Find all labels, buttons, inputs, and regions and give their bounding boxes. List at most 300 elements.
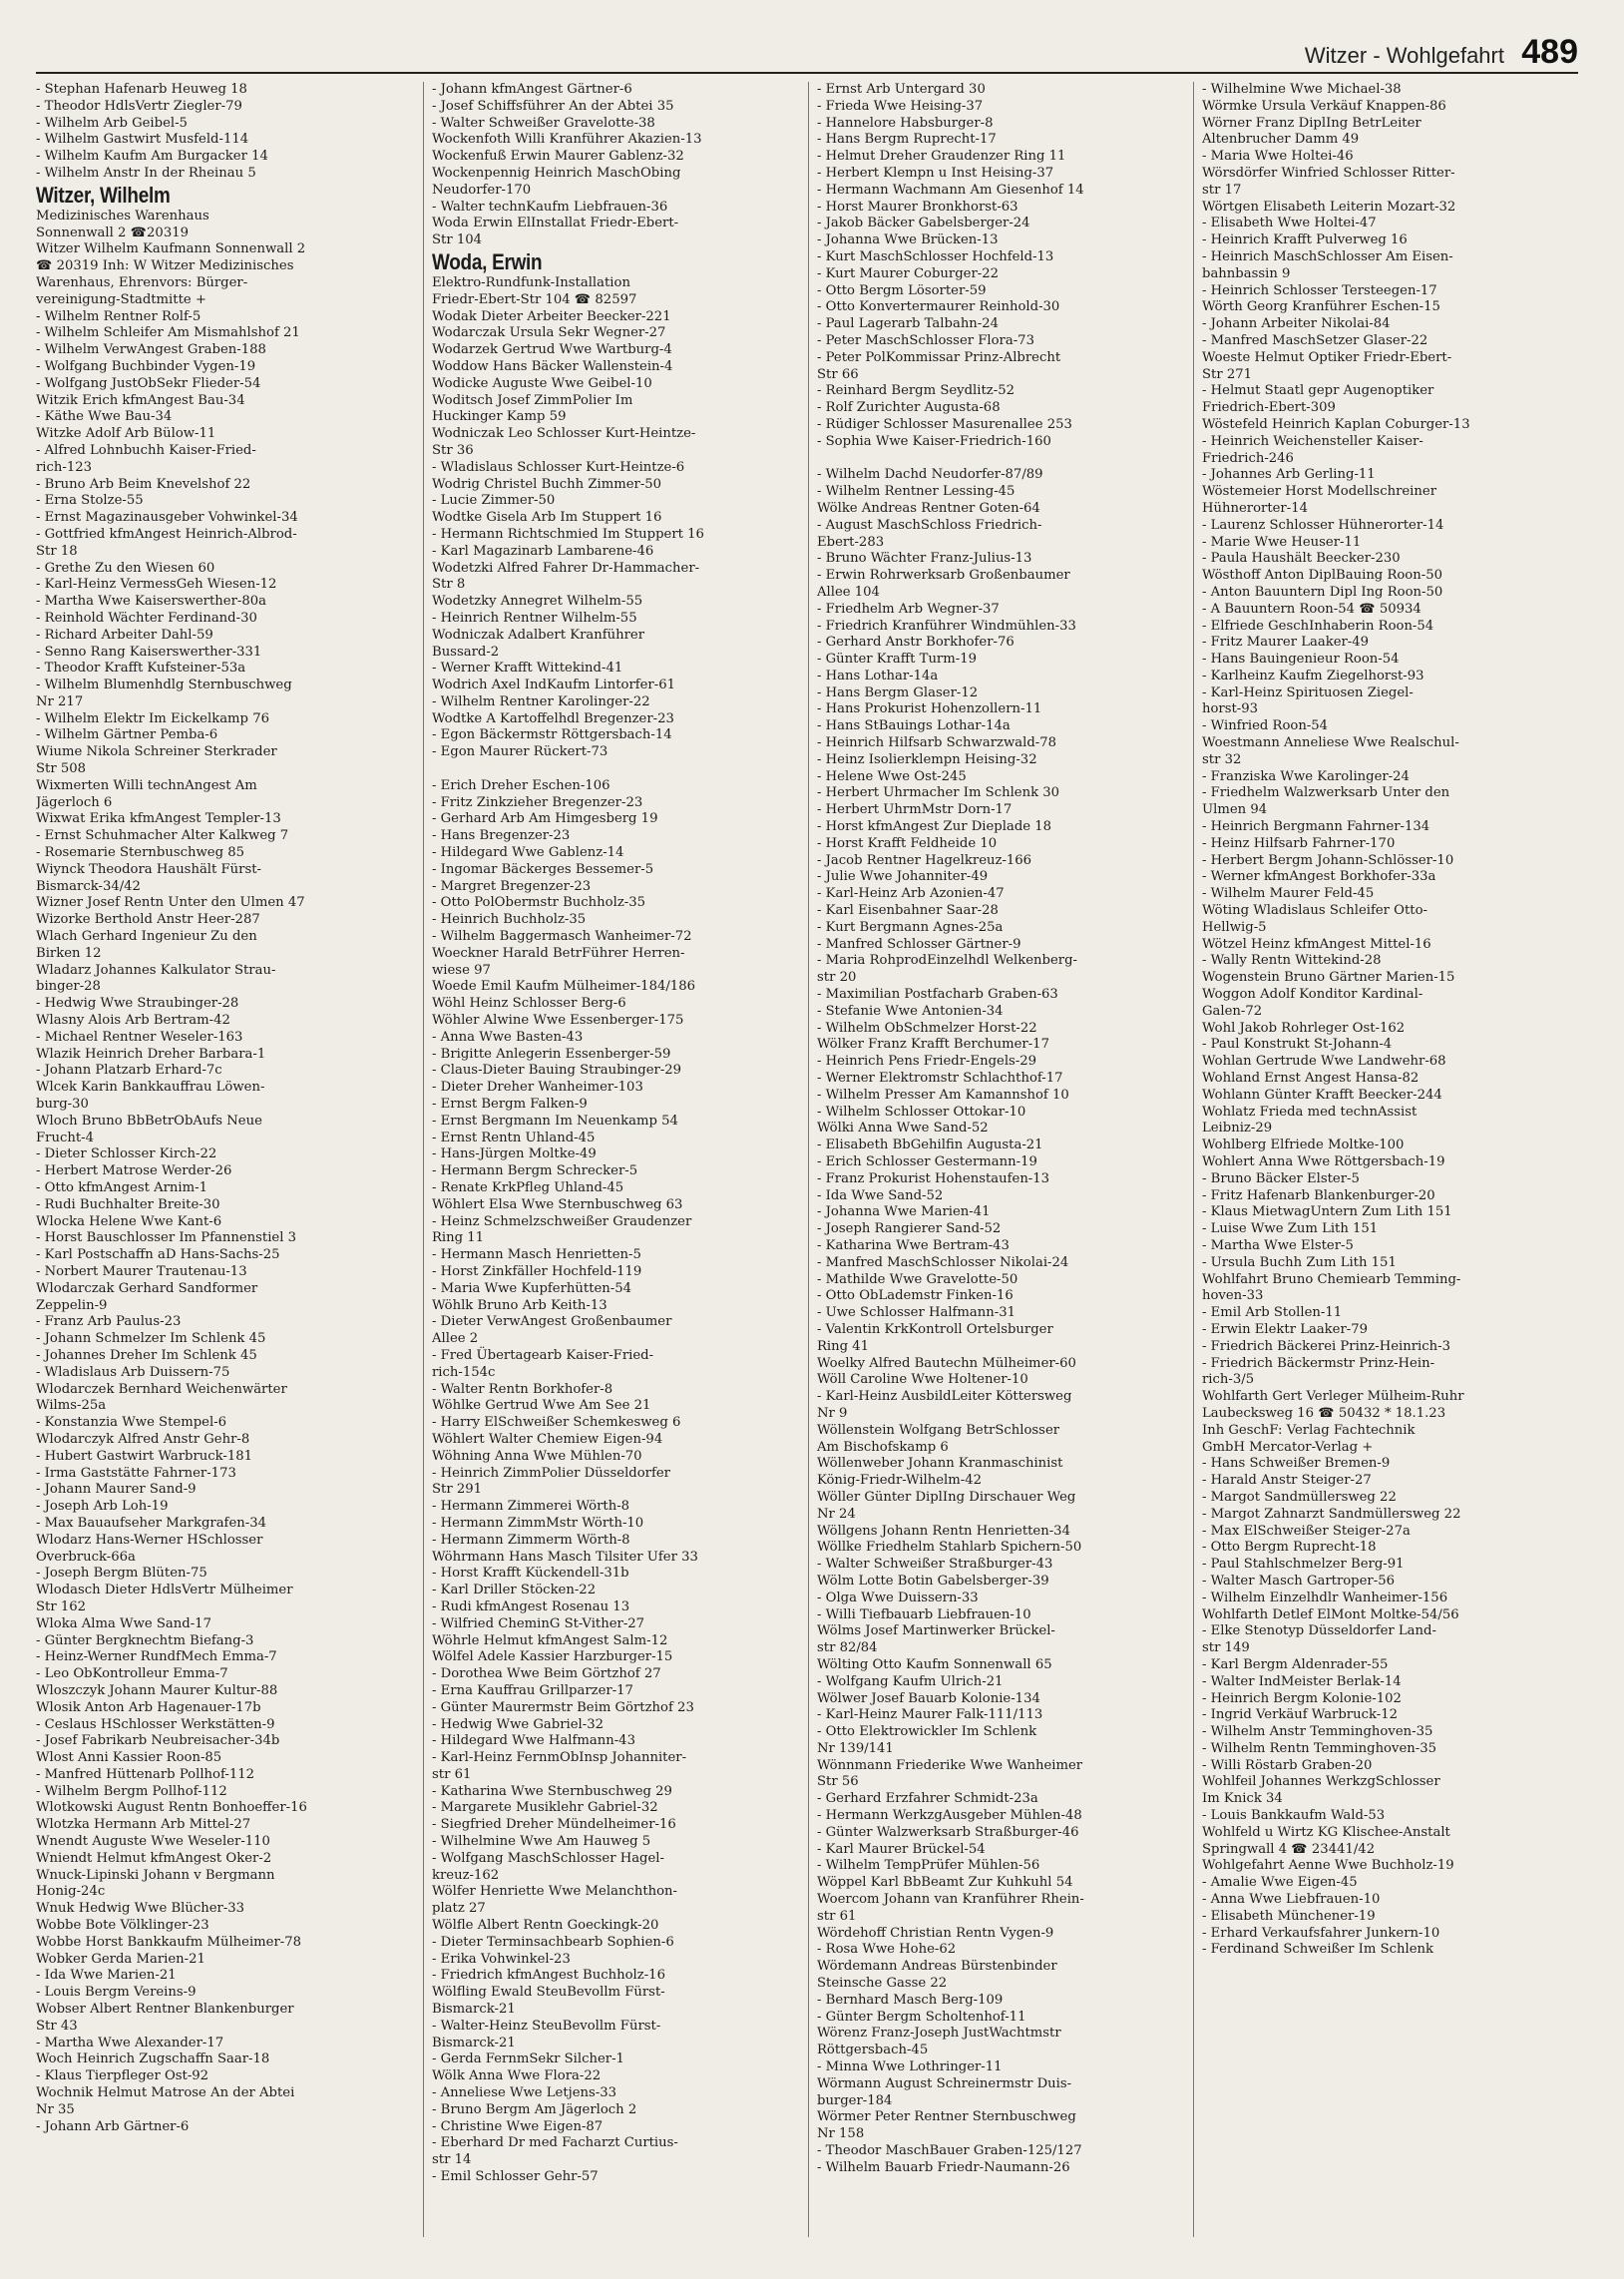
directory-entry: - Otto Konvertermaurer Reinhold-30 [817,299,1060,315]
directory-entry: - Wilhelm Anstr Temminghoven-35 [1202,1724,1433,1740]
directory-entry: Witzik Erich kfmAngest Bau-34 [36,392,245,408]
directory-entry: Wördemann Andreas Bürstenbinder [817,1959,1057,1975]
directory-entry: Wlodarczek Bernhard Weichenwärter [36,1381,287,1397]
directory-entry: - Friedrich Kranführer Windmühlen-33 [817,618,1076,634]
directory-entry: - Dorothea Wwe Beim Görtzhof 27 [432,1666,661,1682]
directory-entry: Wölfel Adele Kassier Harzburger-15 [432,1649,673,1665]
directory-entry: - Herbert UhrmMstr Dorn-17 [817,802,1013,818]
directory-entry: - Paul Konstrukt St-Johann-4 [1202,1037,1393,1053]
directory-entry: Wörenz Franz-Joseph JustWachtmstr [817,2026,1061,2042]
directory-entry: Str 508 [36,761,87,777]
directory-entry: Wohlfeld u Wirtz KG Klischee-Anstalt [1202,1824,1450,1840]
directory-entry: - Elisabeth Wwe Holtei-47 [1202,216,1377,231]
directory-entry: Wölk Anna Wwe Flora-22 [432,2068,602,2084]
directory-entry: - Stephan Hafenarb Heuweg 18 [36,82,247,97]
directory-entry: Woercom Johann van Kranführer Rhein- [817,1892,1084,1908]
directory-entry: Wlosik Anton Arb Hagenauer-17b [36,1699,261,1715]
directory-entry: - Heinz Isolierklempn Heising-32 [817,751,1037,767]
directory-entry: - Karl Postschaffn aD Hans-Sachs-25 [36,1247,280,1263]
directory-entry: Wlotzka Hermann Arb Mittel-27 [36,1817,251,1833]
directory-entry: Wohlfeil Johannes WerkzgSchlosser [1202,1774,1440,1790]
directory-entry: Wochnik Helmut Matrose An der Abtei [36,2085,295,2101]
directory-entry: - Otto Bergm Lösorter-59 [817,282,987,298]
directory-entry: Woddow Hans Bäcker Wallenstein-4 [432,358,673,374]
directory-entry: - Heinrich Weichensteller Kaiser- [1202,433,1423,449]
directory-entry: - Otto Elektrowickler Im Schlenk [817,1724,1037,1740]
directory-entry: - Wilhelm Dachd Neudorfer-87/89 [817,467,1043,483]
directory-entry: Wöstefeld Heinrich Kaplan Coburger-13 [1202,416,1470,432]
directory-entry: - August MaschSchloss Friedrich- [817,517,1042,533]
directory-entry: - Wilhelmine Wwe Am Hauweg 5 [432,1834,651,1850]
directory-entry: Elektro-Rundfunk-Installation [432,274,630,290]
directory-entry: Am Bischofskamp 6 [817,1439,949,1455]
directory-entry: - Hans Schweißer Bremen-9 [1202,1456,1391,1472]
directory-entry: Ulmen 94 [1202,802,1268,818]
directory-entry: - Martha Wwe Elster-5 [1202,1237,1354,1253]
directory-entry: Wörmke Ursula Verkäuf Knappen-86 [1202,98,1446,114]
directory-entry: - Manfred Schlosser Gärtner-9 [817,936,1021,952]
directory-entry: - Karl-Heinz VermessGeh Wiesen-12 [36,577,277,593]
directory-entry: - Heinrich Buchholz-35 [432,912,587,928]
directory-entry: Witzer Wilhelm Kaufmann Sonnenwall 2 [36,241,306,257]
directory-entry: burg-30 [36,1097,89,1113]
business-heading: Witzer, Wilhelm [36,182,171,208]
directory-entry [432,761,793,778]
directory-entry: str 82/84 [817,1640,878,1656]
directory-entry: Wlasny Alois Arb Bertram-42 [36,1013,230,1029]
directory-entry: wiese 97 [432,962,491,978]
directory-entry: - Fritz Zinkzieher Bregenzer-23 [432,794,643,810]
directory-entry: Ring 41 [817,1338,870,1354]
directory-entry: - Karl Bergm Aldenrader-55 [1202,1656,1389,1672]
directory-entry: Wiynck Theodora Haushält Fürst- [36,861,261,877]
directory-entry: Wogenstein Bruno Gärtner Marien-15 [1202,970,1455,986]
directory-entry: - Heinz Hilfsarb Fahrner-170 [1202,835,1396,851]
directory-entry: - Brigitte Anlegerin Essenberger-59 [432,1046,671,1062]
directory-entry: Wöhlert Elsa Wwe Sternbuschweg 63 [432,1196,683,1212]
directory-entry: Wohlatz Frieda med technAssist [1202,1104,1418,1120]
directory-entry: Wlocka Helene Wwe Kant-6 [36,1213,222,1229]
directory-entry: - Wilhelm Arb Geibel-5 [36,115,188,131]
directory-entry: - Erhard Verkaufsfahrer Junkern-10 [1202,1925,1440,1941]
directory-entry: - Eberhard Dr med Facharzt Curtius- [432,2135,678,2151]
directory-entry: - Bruno Wächter Franz-Julius-13 [817,551,1032,567]
column-4 [1193,82,1579,2237]
directory-entry: - Johann Platzarb Erhard-7c [36,1063,222,1079]
directory-entry: - Winfried Roon-54 [1202,718,1329,734]
directory-entry: - Franz Prokurist Hohenstaufen-13 [817,1170,1050,1186]
directory-entry: König-Friedr-Wilhelm-42 [817,1473,983,1489]
directory-entry: - Walter Schweißer Straßburger-43 [817,1557,1053,1573]
directory-entry: Wlodarz Hans-Werner HSchlosser [36,1532,263,1548]
directory-entry: - Mathilde Wwe Gravelotte-50 [817,1271,1018,1287]
directory-entry: - Margot Sandmüllersweg 22 [1202,1489,1397,1505]
directory-entry: - Ursula Buchh Zum Lith 151 [1202,1254,1397,1270]
directory-entry: - Hermann Wachmann Am Giesenhof 14 [817,182,1084,198]
directory-entry: Nr 158 [817,2126,865,2142]
directory-entry: Str 8 [432,577,466,593]
directory-entry: str 61 [432,1766,472,1782]
directory-entry: Wilms-25a [36,1398,107,1414]
directory-entry: Wölfer Henriette Wwe Melanchthon- [432,1884,677,1900]
directory-entry: - Walter Schweißer Gravelotte-38 [432,115,655,131]
directory-entry: Woede Emil Kaufm Mülheimer-184/186 [432,979,695,995]
directory-entry: Str 56 [817,1774,859,1790]
directory-entry: - Richard Arbeiter Dahl-59 [36,627,213,643]
directory-entry: - Heinrich Rentner Wilhelm-55 [432,610,637,626]
directory-entry: - Walter IndMeister Berlak-14 [1202,1673,1402,1689]
directory-entry: Wöstemeier Horst Modellschreiner [1202,484,1436,500]
directory-entry: Wodrich Axel IndKaufm Lintorfer-61 [432,678,675,693]
directory-entry: Wörmer Peter Rentner Sternbuschweg [817,2109,1076,2125]
directory-entry: Wodak Dieter Arbeiter Beecker-221 [432,308,671,324]
directory-entry: Wohlann Günter Krafft Beecker-244 [1202,1087,1442,1103]
directory-entry: - Hermann Bergm Schrecker-5 [432,1163,638,1179]
directory-entry: hoven-33 [1202,1288,1264,1304]
directory-entry: - Hans Bergm Glaser-12 [817,684,979,700]
directory-entry: - Hans-Jürgen Moltke-49 [432,1146,597,1162]
directory-entry: - Wilhelm Bauarb Friedr-Naumann-26 [817,2159,1070,2175]
directory-entry: Wöhlk Bruno Arb Keith-13 [432,1297,608,1313]
directory-entry: Wölfling Ewald SteuBevollm Fürst- [432,1985,665,2001]
directory-entry: - Johanna Wwe Marien-41 [817,1204,991,1220]
directory-entry: bahnbassin 9 [1202,265,1291,281]
directory-entry: - Hermann WerkzgAusgeber Mühlen-48 [817,1808,1082,1824]
directory-entry: - Theodor Krafft Kufsteiner-53a [36,661,246,677]
directory-entry: Wobbe Bote Völklinger-23 [36,1918,209,1934]
directory-entry: Wöller Günter DiplIng Dirschauer Weg [817,1489,1076,1505]
directory-entry: - Theodor MaschBauer Graben-125/127 [817,2143,1082,2159]
directory-entry: - Egon Bäckermstr Röttgersbach-14 [432,727,672,743]
directory-entry: - Anna Wwe Basten-43 [432,1029,584,1045]
directory-entry: Wörth Georg Kranführer Eschen-15 [1202,299,1440,315]
directory-entry: - Erna Kauffrau Grillparzer-17 [432,1682,633,1698]
directory-entry: - Gerda FernmSekr Silcher-1 [432,2051,624,2067]
directory-entry: Wöhning Anna Wwe Mühlen-70 [432,1448,642,1464]
directory-entry: Wöhrmann Hans Masch Tilsiter Ufer 33 [432,1549,698,1565]
directory-entry: - Helene Wwe Ost-245 [817,768,967,784]
directory-entry: Str 66 [817,366,859,382]
directory-entry: Wohlfarth Gert Verleger Mülheim-Ruhr [1202,1389,1464,1405]
directory-entry: Wohlgefahrt Aenne Wwe Buchholz-19 [1202,1858,1454,1874]
directory-entry: - Bruno Arb Beim Knevelshof 22 [36,476,251,492]
directory-entry: - Wilhelm Rentner Rolf-5 [36,308,202,324]
directory-entry: - Heinrich Hilfsarb Schwarzwald-78 [817,735,1057,751]
directory-entry: Friedrich-246 [1202,450,1294,466]
directory-entry: Birken 12 [36,945,102,961]
directory-entry: - Louis Bankkaufm Wald-53 [1202,1808,1386,1824]
directory-entry: - Günter Bergm Scholtenhof-11 [817,2009,1026,2025]
directory-entry: - Johannes Dreher Im Schlenk 45 [36,1347,257,1363]
directory-entry: - Karl-Heinz FernmObInsp Johanniter- [432,1750,687,1766]
directory-entry: Wöllke Friedhelm Stahlarb Spichern-50 [817,1540,1082,1556]
directory-entry: - Gerhard Arb Am Himgesberg 19 [432,811,658,827]
directory-entry: Wölting Otto Kaufm Sonnenwall 65 [817,1656,1052,1672]
directory-entry: Woggon Adolf Konditor Kardinal- [1202,987,1423,1003]
directory-entry: - Wilhelm Gastwirt Musfeld-114 [36,132,249,148]
directory-entry: Springwall 4 ☎ 23441/42 [1202,1841,1376,1857]
directory-entry: Altenbrucher Damm 49 [1202,132,1360,148]
directory-entry: Wodarzek Gertrud Wwe Wartburg-4 [432,342,672,358]
directory-entry: Nr 217 [36,693,84,709]
directory-entry: - Otto ObLademstr Finken-16 [817,1288,1014,1304]
directory-entry: str 149 [1202,1640,1250,1656]
directory-entry: Wohland Ernst Angest Hansa-82 [1202,1071,1420,1087]
directory-entry: - Hedwig Wwe Straubinger-28 [36,996,239,1012]
directory-entry: - Johann kfmAngest Gärtner-6 [432,82,632,97]
directory-entry: - Laurenz Schlosser Hühnerorter-14 [1202,517,1444,533]
directory-entry: - Franz Arb Paulus-23 [36,1314,182,1330]
directory-entry: kreuz-162 [432,1867,500,1883]
directory-entry: - Norbert Maurer Trautenau-13 [36,1263,247,1279]
directory-entry: burger-184 [817,2092,893,2108]
directory-entry: Bismarck-21 [432,2002,516,2018]
directory-entry: Wodtke Gisela Arb Im Stuppert 16 [432,510,662,526]
directory-entry: - Horst Krafft Feldheide 10 [817,835,998,851]
directory-entry: Wloka Alma Wwe Sand-17 [36,1615,211,1631]
directory-entry: - Ernst Bergm Falken-9 [432,1097,588,1113]
directory-entry: rich-3/5 [1202,1372,1255,1388]
directory-entry: Wlotkowski August Rentn Bonhoeffer-16 [36,1800,307,1816]
directory-entry: Wohl Jakob Rohrleger Ost-162 [1202,1020,1406,1036]
directory-entry: - Heinz-Werner RundfMech Emma-7 [36,1649,277,1665]
directory-entry: - Peter PolKommissar Prinz-Albrecht [817,349,1061,365]
directory-entry: Frucht-4 [36,1130,94,1145]
directory-entry: Nr 9 [817,1405,848,1421]
directory-entry: - Ceslaus HSchlosser Werkstätten-9 [36,1716,275,1732]
directory-entry: - Erna Stolze-55 [36,493,144,509]
directory-entry: - Ernst Schuhmacher Alter Kalkweg 7 [36,828,289,844]
directory-entry: Bismarck-34/42 [36,878,141,894]
directory-entry: Nr 139/141 [817,1740,894,1756]
directory-entry: Galen-72 [1202,1003,1263,1019]
directory-entry: - Klaus MietwagUntern Zum Lith 151 [1202,1204,1452,1220]
directory-entry: - Hedwig Wwe Gabriel-32 [432,1716,604,1732]
directory-entry: - Emil Schlosser Gehr-57 [432,2169,599,2185]
directory-entry: - Wilhelm ObSchmelzer Horst-22 [817,1020,1037,1036]
directory-entry: - Harald Anstr Steiger-27 [1202,1473,1372,1489]
directory-entry: Wodtke A Kartoffelhdl Bregenzer-23 [432,710,674,726]
directory-entry: - Willi Röstarb Graben-20 [1202,1757,1373,1773]
directory-entry: Zeppelin-9 [36,1297,108,1313]
page-header [36,28,1578,74]
directory-entry: - Ernst Magazinausgeber Vohwinkel-34 [36,510,298,526]
directory-entry: horst-93 [1202,701,1259,717]
directory-entry: - Günter Krafft Turm-19 [817,652,977,668]
header-name-range: Witzer - Wohlgefahrt [1304,43,1504,68]
directory-entry: - Uwe Schlosser Halfmann-31 [817,1305,1016,1321]
directory-entry: - Wilhelm Gärtner Pemba-6 [36,727,218,743]
directory-entry: Wlazik Heinrich Dreher Barbara-1 [36,1046,266,1062]
directory-entry: Wlodasch Dieter HdlsVertr Mülheimer [36,1583,293,1598]
directory-entry: - Horst Zinkfäller Hochfeld-119 [432,1263,642,1279]
directory-entry: - Klaus Tierpfleger Ost-92 [36,2068,209,2084]
directory-entry: - Erwin Rohrwerksarb Großenbaumer [817,568,1070,584]
directory-entry: Wölker Franz Krafft Berchumer-17 [817,1037,1049,1053]
directory-entry: - Wilfried CheminG St-Vither-27 [432,1615,645,1631]
directory-entry: - Wolfgang Kaufm Ulrich-21 [817,1673,1004,1689]
directory-entry: Allee 104 [817,584,880,600]
column-3 [808,82,1178,2237]
directory-entry: - Joseph Bergm Blüten-75 [36,1566,207,1582]
directory-entry: Str 104 [432,232,483,248]
directory-entry: - Käthe Wwe Bau-34 [36,409,173,425]
directory-entry: Wloch Bruno BbBetrObAufs Neue [36,1113,262,1129]
directory-entry: Witzke Adolf Arb Bülow-11 [36,426,216,442]
directory-entry: - Jakob Bäcker Gabelsberger-24 [817,216,1030,231]
directory-entry: - Joseph Arb Loh-19 [36,1499,169,1515]
directory-entry: Wöting Wladislaus Schleifer Otto- [1202,903,1427,919]
directory-entry: Overbruck-66a [36,1549,136,1565]
directory-entry: Wölwer Josef Bauarb Kolonie-134 [817,1690,1040,1706]
directory-entry: Laubecksweg 16 ☎ 50432 * 18.1.23 [1202,1405,1446,1421]
directory-entry: - Manfred MaschSchlosser Nikolai-24 [817,1254,1069,1270]
directory-entry: - Horst Maurer Bronkhorst-63 [817,199,1018,215]
directory-entry: - Heinz Schmelzschweißer Graudenzer [432,1213,692,1229]
directory-entry: Wiume Nikola Schreiner Sterkrader [36,744,277,760]
directory-entry: Wohlert Anna Wwe Röttgersbach-19 [1202,1154,1445,1169]
directory-entry: Woditsch Josef ZimmPolier Im [432,392,633,408]
directory-entry: - Friedrich kfmAngest Buchholz-16 [432,1968,665,1984]
directory-entry: - Günter Bergknechtm Biefang-3 [36,1632,254,1648]
directory-entry: - Elisabeth BbGehilfin Augusta-21 [817,1138,1043,1153]
directory-entry: - Herbert Matrose Werder-26 [36,1163,232,1179]
directory-entry: Str 36 [432,442,474,458]
directory-entry: Huckinger Kamp 59 [432,409,567,425]
directory-entry: Wölfle Albert Rentn Goeckingk-20 [432,1918,659,1934]
directory-entry: - Walter-Heinz SteuBevollm Fürst- [432,2018,661,2034]
directory-entry: - Marie Wwe Heuser-11 [1202,534,1362,550]
directory-entry: - Erwin Elektr Laaker-79 [1202,1321,1369,1337]
directory-entry: - Max ElSchweißer Steiger-27a [1202,1523,1411,1539]
directory-entry: - Karl Maurer Brückel-54 [817,1841,986,1857]
directory-entry: - Erika Vohwinkel-23 [432,1951,571,1967]
directory-entry: - Rudi Buchhalter Breite-30 [36,1196,220,1212]
directory-entry: Wördehoff Christian Rentn Vygen-9 [817,1925,1054,1941]
directory-entry: - Wilhelm Presser Am Kamannshof 10 [817,1087,1069,1103]
directory-entry: - Otto kfmAngest Arnim-1 [36,1180,207,1195]
directory-entry: - Sophia Wwe Kaiser-Friedrich-160 [817,433,1051,449]
directory-entry: - Frieda Wwe Heising-37 [817,98,984,114]
directory-entry: Warenhaus, Ehrenvors: Bürger- [36,274,248,290]
directory-entry: - Margarete Musiklehr Gabriel-32 [432,1800,658,1816]
directory-entry: - Erich Schlosser Gestermann-19 [817,1154,1037,1169]
directory-entry: Wlodarczak Gerhard Sandformer [36,1280,258,1296]
directory-entry: - Ernst Bergmann Im Neuenkamp 54 [432,1113,678,1129]
directory-entry: Wixmerten Willi technAngest Am [36,777,257,793]
directory-entry: - Ingrid Verkäuf Warbruck-12 [1202,1707,1398,1723]
directory-entry: - Gerhard Erzfahrer Schmidt-23a [817,1791,1038,1807]
directory-entry: - Wilhelm Kaufm Am Burgacker 14 [36,149,268,165]
directory-entry: Ebert-283 [817,534,885,550]
directory-entry: - Claus-Dieter Bauing Straubinger-29 [432,1063,682,1079]
directory-entry: Wodetzky Annegret Wilhelm-55 [432,594,643,610]
directory-entry: - Alfred Lohnbuchh Kaiser-Fried- [36,442,256,458]
directory-entry: - Helmut Dreher Graudenzer Ring 11 [817,149,1066,165]
directory-entry: Wöppel Karl BbBeamt Zur Kuhkuhl 54 [817,1875,1073,1891]
directory-entry: - Hans Bergm Ruprecht-17 [817,132,997,148]
directory-entry: - Günter Maurermstr Beim Görtzhof 23 [432,1699,694,1715]
directory-entry: - Johann Schmelzer Im Schlenk 45 [36,1331,266,1347]
directory-entry: - Harry ElSchweißer Schemkesweg 6 [432,1415,681,1431]
directory-entry: - Josef Fabrikarb Neubreisacher-34b [36,1733,280,1749]
directory-entry: - Karl-Heinz Spirituosen Ziegel- [1202,684,1414,700]
directory-entry: - Maximilian Postfacharb Graben-63 [817,987,1058,1003]
directory-entry: - Paul Lagerarb Talbahn-24 [817,316,1000,332]
directory-entry: Wloszczyk Johann Maurer Kultur-88 [36,1682,278,1698]
directory-entry: Wobker Gerda Marien-21 [36,1951,205,1967]
directory-entry: - Dieter Dreher Wanheimer-103 [432,1080,643,1096]
directory-entry: - Jacob Rentner Hagelkreuz-166 [817,852,1032,868]
directory-entry: - Kurt Maurer Coburger-22 [817,265,1000,281]
directory-entry: - Konstanzia Wwe Stempel-6 [36,1415,227,1431]
directory-entry: Wohlfarth Detlef ElMont Moltke-54/56 [1202,1606,1459,1622]
directory-entry: - Walter technKaufm Liebfrauen-36 [432,199,668,215]
directory-entry: - Wally Rentn Wittekind-28 [1202,953,1382,969]
directory-entry: Wöllenweber Johann Kranmaschinist [817,1456,1063,1472]
directory-entry: - Ida Wwe Sand-52 [817,1187,944,1203]
directory-entry: - Anna Wwe Liebfrauen-10 [1202,1892,1381,1908]
directory-entry: Röttgersbach-45 [817,2043,929,2058]
directory-entry: - Hermann Richtschmied Im Stuppert 16 [432,526,704,542]
directory-entry: - Herbert Klempn u Inst Heising-37 [817,165,1054,181]
directory-entry: - Irma Gaststätte Fahrner-173 [36,1465,236,1481]
directory-entry: - Wolfgang MaschSchlosser Hagel- [432,1850,664,1866]
directory-entry: Wockenfuß Erwin Maurer Gablenz-32 [432,149,684,165]
directory-entry: Wodniczak Adalbert Kranführer [432,627,645,643]
directory-entry: - Senno Rang Kaiserswerther-331 [36,644,262,660]
directory-entry: - Ferdinand Schweißer Im Schlenk [1202,1942,1433,1958]
directory-entry: Wodetzki Alfred Fahrer Dr-Hammacher- [432,560,700,576]
directory-entry: - Johann Arb Gärtner-6 [36,2118,190,2134]
directory-entry: - Peter MaschSchlosser Flora-73 [817,332,1034,348]
directory-entry: Wobbe Horst Bankkaufm Mülheimer-78 [36,1934,302,1950]
directory-entry: - Herbert Bergm Johann-Schlösser-10 [1202,852,1454,868]
directory-entry: - Valentin KrkKontroll Ortelsburger [817,1321,1053,1337]
directory-entry: - Manfred MaschSetzer Glaser-22 [1202,332,1428,348]
directory-entry: - Ingomar Bäckerges Bessemer-5 [432,861,654,877]
directory-entry: Woeckner Harald BetrFührer Herren- [432,945,685,961]
directory-entry: Inh GeschF: Verlag Fachtechnik [1202,1422,1416,1438]
directory-entry: - Fritz Hafenarb Blankenburger-20 [1202,1187,1435,1203]
directory-entry: - Martha Wwe Alexander-17 [36,2035,224,2051]
directory-entry: - Leo ObKontrolleur Emma-7 [36,1666,228,1682]
directory-entry: - Heinrich MaschSchlosser Am Eisen- [1202,248,1453,264]
directory-entry: - Christine Wwe Eigen-87 [432,2118,604,2134]
directory-entry: - Luise Wwe Zum Lith 151 [1202,1221,1379,1237]
directory-entry: - Helmut Staatl gepr Augenoptiker [1202,383,1434,399]
directory-entry: Wörmann August Schreinermstr Duis- [817,2075,1072,2091]
directory-entry: Wörsdörfer Winfried Schlosser Ritter- [1202,165,1455,181]
directory-entry: - Reinhold Wächter Ferdinand-30 [36,610,257,626]
directory-entry: - Anton Bauuntern Dipl Ing Roon-50 [1202,584,1443,600]
directory-entry: Medizinisches Warenhaus [36,208,209,224]
directory-entry: - Hildegard Wwe Halfmann-43 [432,1733,635,1749]
directory-entry: - Horst kfmAngest Zur Dieplade 18 [817,819,1052,835]
directory-entry: GmbH Mercator-Verlag + [1202,1439,1374,1455]
directory-entry: Str 43 [36,2018,78,2034]
directory-entry: Wlodarczyk Alfred Anstr Gehr-8 [36,1431,250,1447]
directory-entry: - Max Bauaufseher Markgrafen-34 [36,1515,266,1531]
directory-entry: - Wilhelm Baggermasch Wanheimer-72 [432,929,692,945]
directory-entry: - Siegfried Dreher Mündelheimer-16 [432,1817,676,1833]
directory-entry: Wodarczak Ursula Sekr Wegner-27 [432,325,666,341]
directory-entry: - Hans Lothar-14a [817,668,939,684]
directory-entry: - Joseph Rangierer Sand-52 [817,1221,1002,1237]
directory-entry: - Wolfgang JustObSekr Flieder-54 [36,375,261,391]
directory-entry: str 20 [817,970,857,986]
directory-entry: - Heinrich Bergm Kolonie-102 [1202,1690,1402,1706]
